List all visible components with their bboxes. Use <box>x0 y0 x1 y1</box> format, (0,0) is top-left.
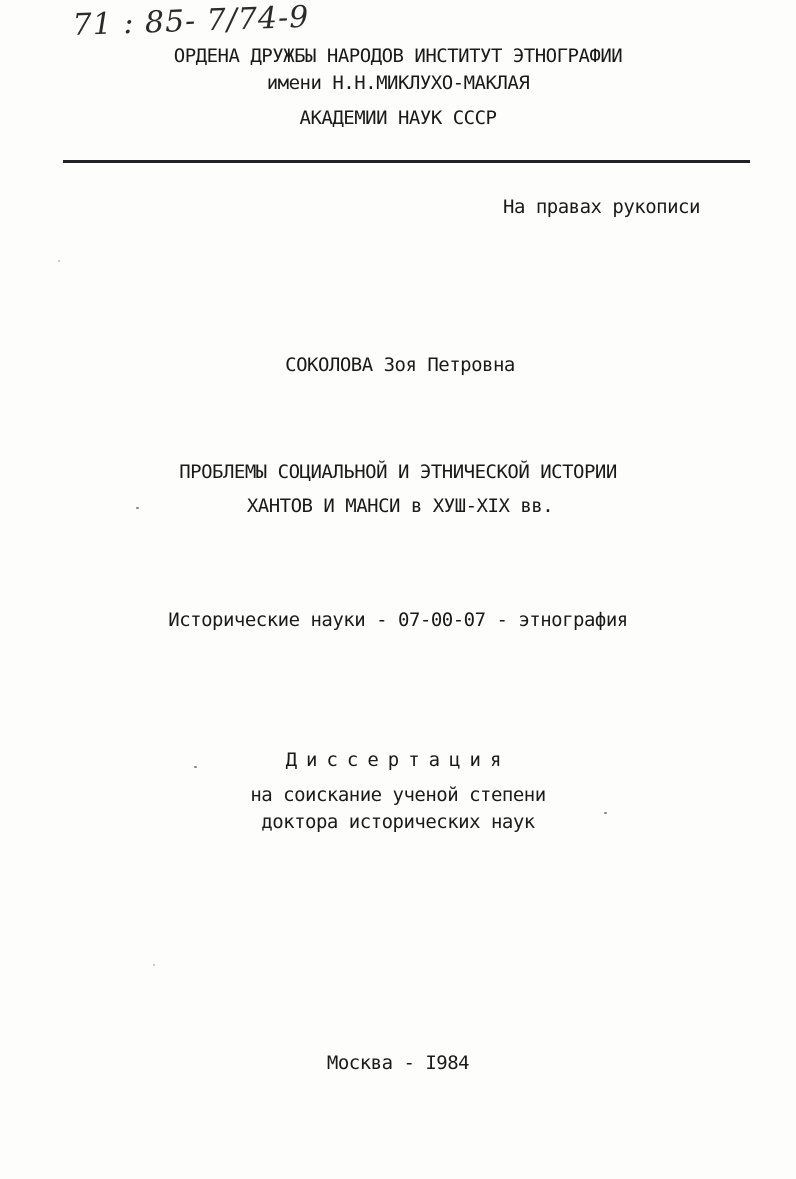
scan-speck <box>604 812 607 814</box>
academy-name: АКАДЕМИИ НАУК СССР <box>299 107 497 129</box>
thesis-degree-line1: на соискание ученой степени <box>250 784 546 806</box>
scan-speck <box>153 964 155 966</box>
specialty-code: Исторические науки - 07-00-07 - этнография <box>168 609 628 631</box>
title-line2: ХАНТОВ И МАНСИ в ХУШ-XIX вв. <box>246 495 554 517</box>
place-and-year: Москва - I984 <box>326 1052 470 1074</box>
thesis-type: Диссертация <box>285 749 511 771</box>
scan-speck <box>194 766 197 768</box>
header-divider <box>63 160 750 163</box>
scan-speck <box>136 507 139 509</box>
scan-speck <box>58 260 60 262</box>
thesis-degree-line2: доктора исторических наук <box>261 811 535 833</box>
institute-name-line2: имени Н.Н.МИКЛУХО-МАКЛАЯ <box>266 72 530 94</box>
author-name: СОКОЛОВА Зоя Петровна <box>285 354 515 376</box>
manuscript-rights-note: На правах рукописи <box>503 196 700 218</box>
title-line1: ПРОБЛЕМЫ СОЦИАЛЬНОЙ И ЭТНИЧЕСКОЙ ИСТОРИИ <box>179 461 617 483</box>
handwritten-catalog-number: 71 : 85- 7/74-9 <box>72 0 310 43</box>
institute-name-line1: ОРДЕНА ДРУЖБЫ НАРОДОВ ИНСТИТУТ ЭТНОГРАФИИ <box>173 45 623 67</box>
